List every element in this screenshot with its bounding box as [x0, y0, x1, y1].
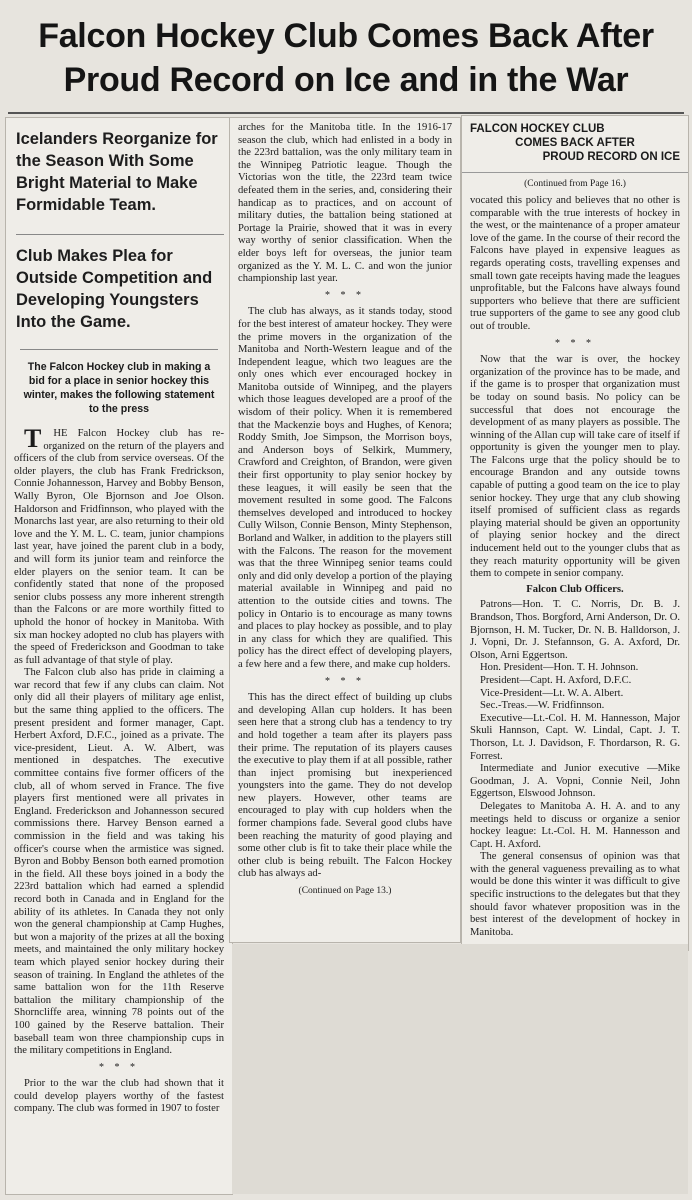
officers-vice-president: Vice-President—Lt. W. A. Albert.: [480, 687, 624, 699]
subhead-plea: Club Makes Plea for Outside Competition and Developing Youngsters Into the Game.: [16, 234, 224, 333]
middle-body: [238, 122, 452, 898]
continuation-headline-line: COMES BACK AFTER: [515, 137, 635, 149]
officers-hon-president: Hon. President—Hon. T. H. Johnson.: [480, 662, 639, 674]
paragraph: The club has always, as it stands today, stood for the best interest of amateur hockey. They were the prime movers in the organization of the Manitoba and North-Western league and of the Independent league, which two leagues are the only ones which ever encouraged hockey in Manitoba outside of Winnipeg, and the players which those leagues developed are a proof of the wisdom of their policy. When it is remembered that the Mackenzie boys and Hughes, of Kenora; Roddy Smith, Joe Simpson, the Morrison boys, and Anderson boys of Selkirk, Mummery, Crawford and Creighton, of Brandon, were given their first opportunity to play senior hockey by these leagues, it will easily be seen that the movement resulted in some good. The Falcons themselves developed and introduced to hockey Cully Wilson, Connie Benson, Minty Stephenson, Borland and Walker, in addition to the players still with the Falcons. The reason for the movement was that the three Winnipeg senior teams could only and did only develop a portion of the playing material available in Winnipeg and paid no attention to the outside cities and towns. The policy in Ontario is to encourage as many towns and places to play hockey as possible, and to play in any class for which they are qualified. This policy has the direct effect of developing players, a few here and a few there, and make cup holders.: [238, 306, 452, 670]
officers-executive: Executive—Lt.-Col. H. M. Hannesson, Major Skuli Hannson, Capt. W. Lindal, Capt. J. T. Thorson, Lt. J. Davidson, F. Thordarson, R. G. Forrest.: [470, 712, 680, 762]
left-body: [14, 424, 224, 1116]
section-break: * * *: [325, 675, 365, 687]
section-break: * * *: [555, 337, 595, 349]
continued-from-note: (Continued from Page 16.): [462, 172, 688, 189]
right-column: [462, 116, 688, 950]
subhead-reorganize: Icelanders Reorganize for the Season With Some Bright Material to Make Formidable Team.: [16, 130, 218, 214]
officers-patrons: Patrons—Hon. T. C. Norris, Dr. B. J. Brandson, Thos. Borgford, Arni Anderson, Dr. O. Bjornson, H. M. Tucker, Dr. N. B. Halldorson, J. J. Vopni, Dr. J. Stefannson, G. A. Axford, Dr. Olson, Arni Eggertson.: [470, 599, 680, 661]
intro-statement: The Falcon Hockey club in making a bid for a place in senior hockey this winter, makes the following statement to the press: [20, 349, 218, 416]
paragraph: arches for the Manitoba title. In the 1916-17 season the club, which had enlisted in a body in the 223rd battalion, was the only military team in the Winnipeg Patriotic league. Though the Victorias won the title, the 223rd team twice defeated them in the series, and, considering their handicap as to practices, and on account of military duties, the battalion being stationed at Portage la Prairie, showed that it was in every way worthy of senior classification. When the elder boys left for overseas, the junior team organized as the Y. M. L. C. and won the junior championship last year.: [238, 122, 452, 285]
paragraph: THE Falcon Hockey club has re-organized on the return of the players and officers of the club from service overseas. Of the older players, the club has Frank Fredrickson, Connie Johannesson, Harvey and Bobby Benson, Wally Byron, Ole Bjornson and Joe Olson. Haldorson and Fridfinnson, who played with the Monarchs last year, are also returning to their old love and the Y. M. L. C. team, junior champions last year, have joined the parent club in a body, and will form its junior team and reinforce the elder players on the senior team. It can be confidently stated that none of the proposed senior clubs possess any more inherent strength than the Falcons or are more worthily fitted to uphold the honor of hockey in Manitoba. With six man hockey adopted no club has players with the speed of Frederickson and Goodman to take as full advantage of that style of play.: [14, 424, 224, 666]
paragraph: vocated this policy and believes that no other is comparable with the true interests of hockey in the west, or the maintenance of a proper amateur love of the game. In the course of their record the Falcons have played in expensive leagues as regards operating costs, travelling expenses and small town gate receipts having made the leagues unprofitable, but the Falcons have always found supporters who believe that there are sufficient true supporters of the game to see any good club out of trouble.: [470, 195, 680, 332]
officers-sec-treas: Sec.-Treas.—W. Fridfinnson.: [480, 700, 605, 712]
paragraph: Prior to the war the club had shown that it could develop players worthy of the fastest company. The club was formed in 1907 to foster: [14, 1078, 224, 1115]
officers-president: President—Capt. H. Axford, D.F.C.: [480, 674, 632, 686]
officers-intermediate: Intermediate and Junior executive —Mike Goodman, J. A. Vopni, Connie Neil, John Eggertson, Elswood Johnson.: [470, 763, 680, 800]
section-break: * * *: [325, 289, 365, 301]
paragraph: This has the direct effect of building up clubs and developing Allan cup holders. It has been seen here that a strong club has a tendency to try and hold together a team after its players pass their prime. The reputation of its players causes the executive to play them if at all possible, rather than inject promising but inexperienced youngsters into the game. They do not develop new players. However, other teams are encouraged to play with cup holders when the former champions fade. Several good clubs have been reaching the maturity of good playing and some other club is fit to take their place while the other club is being rebuilt. The Falcon Hockey club has always ad-: [238, 692, 452, 880]
headline-line-2: Proud Record on Ice and in the War: [63, 61, 629, 99]
delegates-paragraph: Delegates to Manitoba A. H. A. and to any meetings held to discuss or organize a senior hockey league: Lt.-Col. H. M. Hannesson and Capt. H. Axford.: [470, 800, 680, 850]
blank-mount-area: [232, 944, 688, 1194]
officers-heading: Falcon Club Officers.: [526, 583, 624, 595]
continuation-headline-line: PROUD RECORD ON ICE: [542, 151, 680, 163]
paragraph: The Falcon club also has pride in claiming a war record that few if any clubs can claim. Not only did all their players of military age enlist, but the same thing applied to the officers. The present president and former manager, Capt. Herbert Axford, D.F.C., joined as a private. The vice-president, Lieut. A. W. Albert, was mentioned in despatches. The executive committee contains five former officers of the club, all of whom served in France. The five players first mentioned were all privates in England. Frederickson and Johannesson secured commissions there. Harvey Benson earned a commission in the field and was taking his officer's course when the armistice was signed. Byron and Bobby Benson both earned promotion in the field. All these boys joined in a body the 223rd battalion which had earned a splendid record both in Canada and in England for the ability of its athletes. In Canada they not only won the general championship at Camp Hughes, but won a majority of the prizes at all the boxing meets, and maintained the only military hockey team which played senior hockey during their season of training. In England the athletes of the same battalion won for the 11th Reserve battalion the military championship of the Shorncliffe area, winning 78 points out of the 100 gained by the Reserve battalion. Their baseball team won three championship cups in the military competitions in England.: [14, 667, 224, 1057]
consensus-paragraph: The general consensus of opinion was that with the general vagueness prevailing as to what would be done this winter it was difficult to give specific instructions to the delegates but that they should favor whatever proposition was in the best interest of the development of hockey in Manitoba.: [470, 851, 680, 938]
section-break: * * *: [99, 1061, 139, 1073]
headline: [8, 14, 684, 114]
paragraph: Now that the war is over, the hockey organization of the province has to be made, and if the game is to prosper that organization must be today on sound basis. No policy can be successful that does not encourage the development of as many players as possible. The winning of the Allan cup will take care of itself if opportunity is given the younger men to play. The Falcons urge that the policy should be to encourage Brandon and any outside towns capable of putting a good team on the ice to play senior hockey. They urge that any club showing itself promised of sufficient class as regards playing material should be given an opportunity of playing senior hockey and the direct inducement held out to the younger clubs that as they reach maturity opportunity will be given them to compete in senior company.: [470, 354, 680, 580]
headline-line-1: Falcon Hockey Club Comes Back After: [38, 17, 654, 55]
left-column: [6, 118, 232, 1194]
middle-column: [230, 118, 460, 942]
continued-note: (Continued on Page 13.): [298, 886, 392, 897]
continuation-headline-line: FALCON HOCKEY CLUB: [470, 123, 605, 135]
right-body: [470, 195, 680, 939]
continuation-headline: [470, 122, 680, 164]
